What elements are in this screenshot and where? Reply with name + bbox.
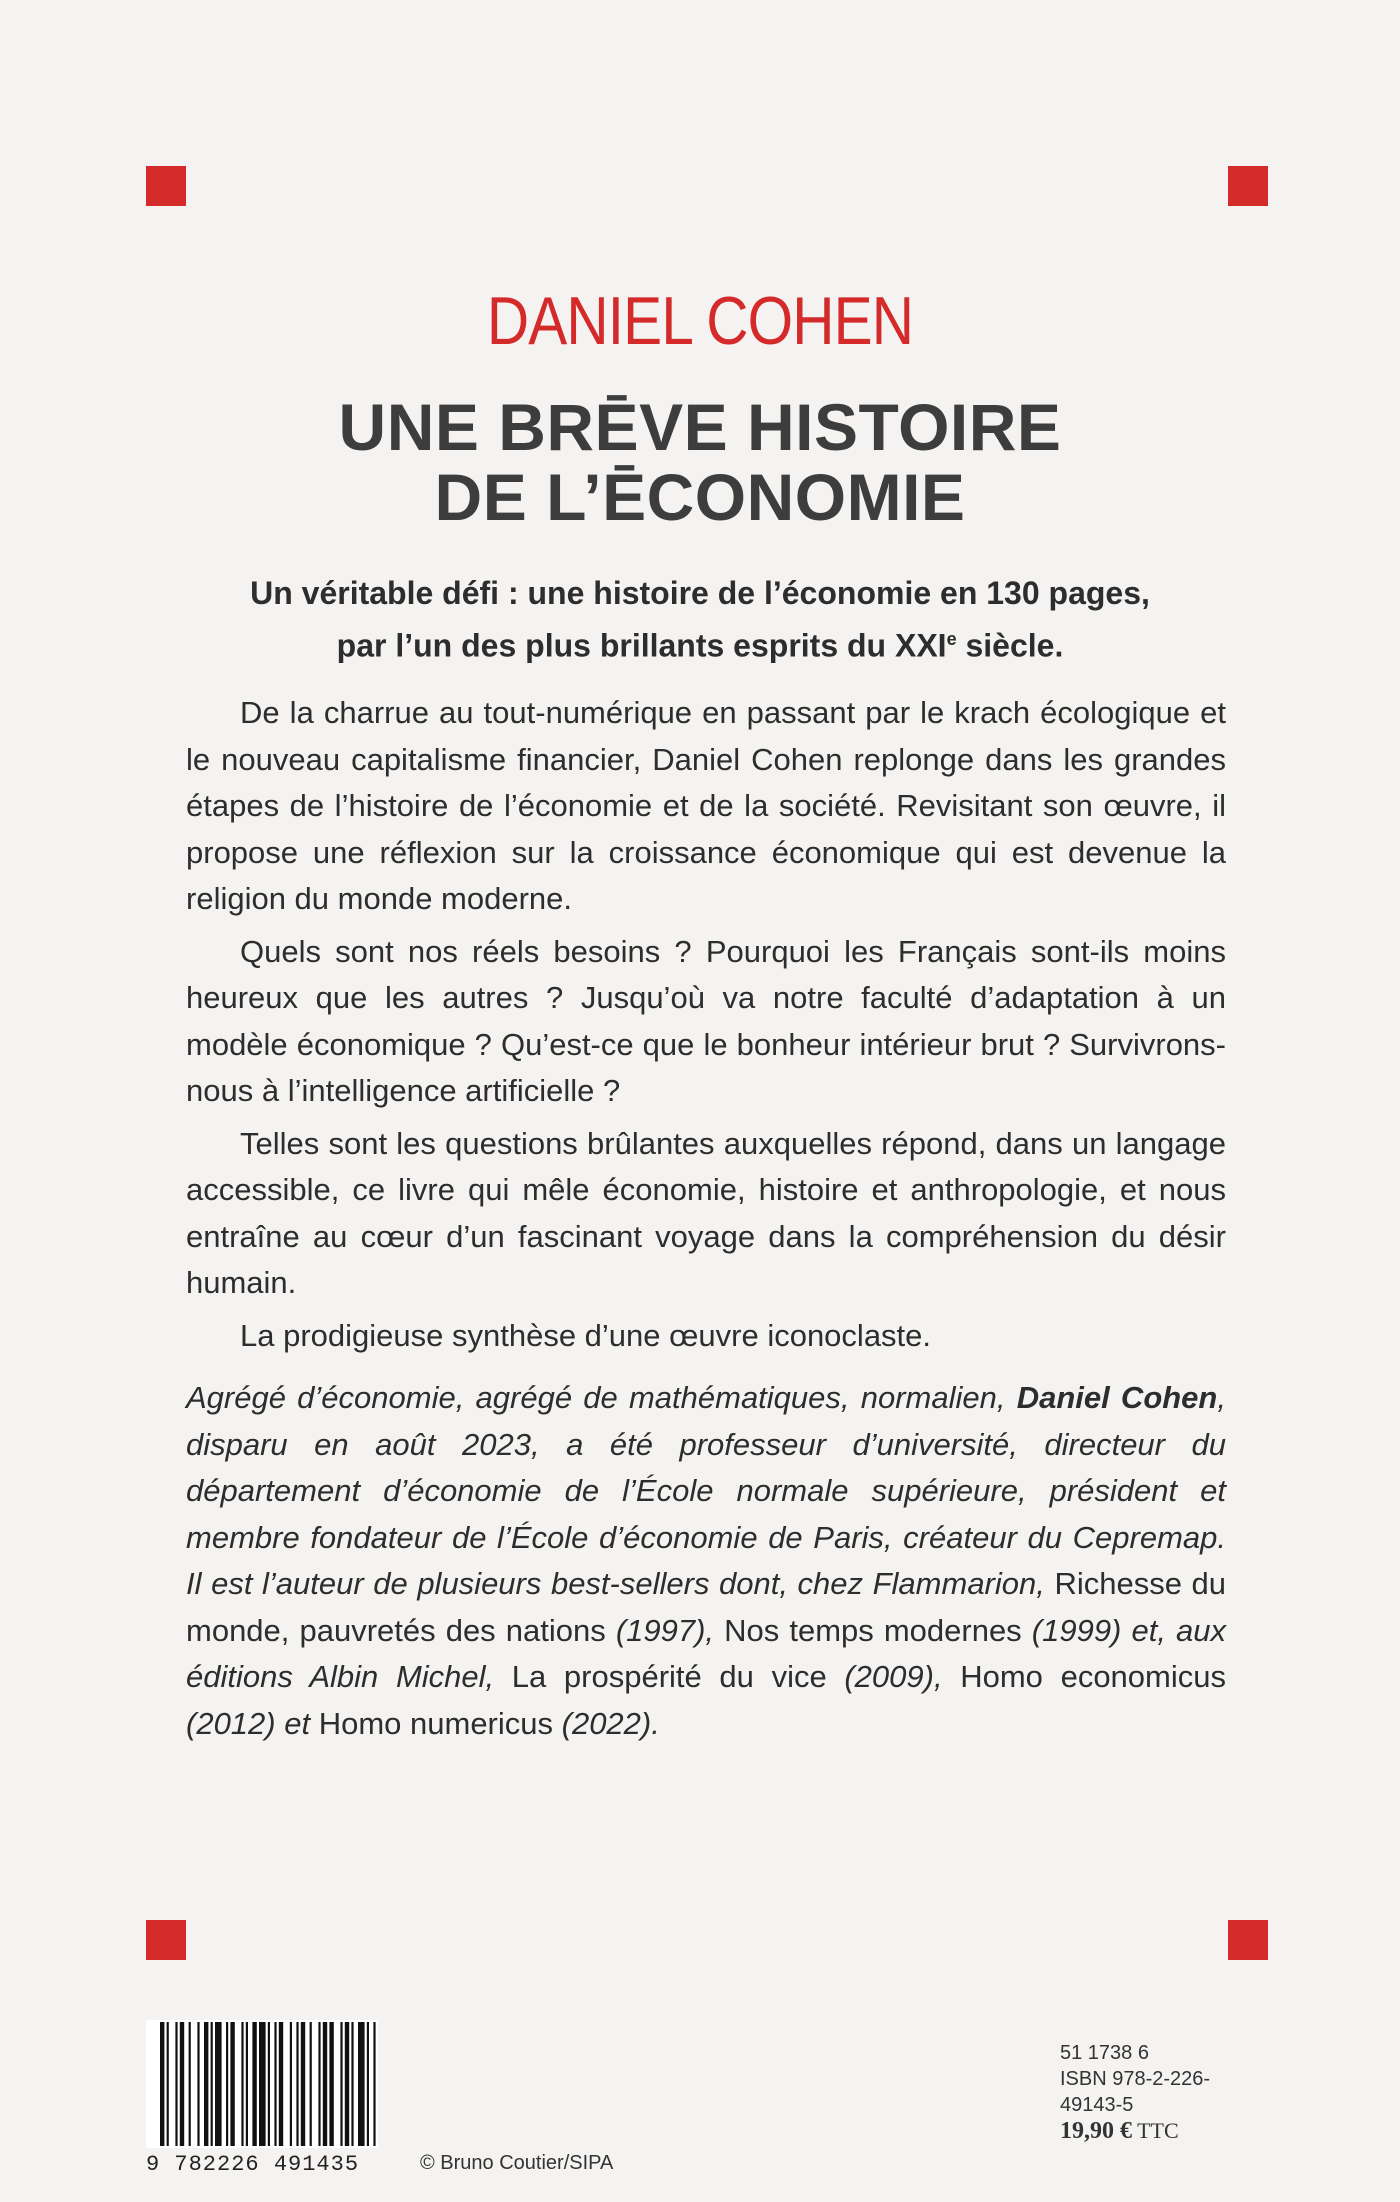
- bio-text-7: (2022).: [553, 1705, 660, 1741]
- price-tax-label: TTC: [1132, 2118, 1179, 2143]
- red-square-top-right: [1228, 166, 1268, 206]
- bio-book-4: Homo economicus: [960, 1659, 1226, 1694]
- blurb: [186, 690, 1226, 1359]
- bio-text-6: (2012) et: [186, 1705, 319, 1741]
- bio-text-1: Agrégé d’économie, agrégé de mathématiques, normalien,: [186, 1380, 1017, 1415]
- barcode-bars-icon: [158, 2022, 384, 2146]
- author-bio: [186, 1375, 1226, 1747]
- red-square-bottom-left: [146, 1920, 186, 1960]
- blurb-paragraph-1: De la charrue au tout-numérique en passant par le krach écologique et le nouveau capitalisme financier, Daniel Cohen replonge dans les grandes étapes de l’histoire de l’économie et de la société. Revisitant son œuvre, il propose une réflexion sur la croissance économique qui est devenue la religion du monde moderne.: [186, 695, 1226, 916]
- red-square-top-left: [146, 166, 186, 206]
- bio-text-4: (1999) et, aux éditions Albin Michel,: [186, 1612, 1226, 1694]
- bio-text-3: (1997),: [605, 1612, 725, 1648]
- title-line-1: UNE BRĒVE HISTOIRE: [338, 390, 1062, 464]
- book-meta: [1060, 2040, 1260, 2145]
- price: 19,90 €: [1060, 2118, 1132, 2144]
- bio-author-name: Daniel Cohen: [1016, 1380, 1218, 1415]
- bio-book-5: Homo numericus: [318, 1705, 554, 1741]
- bio-book-3: La prospérité du vice: [511, 1659, 827, 1694]
- bio-text-5: (2009),: [826, 1659, 961, 1694]
- bio-text-2: , disparu en août 2023, a été professeur d’université, directeur du département d’économie de l’École normale supérieure, président et membre fondateur de l’École d’économie de Paris, créateur du Cepremap. Il est l’auteur de plusieurs best-sellers dont, chez Flammarion,: [186, 1380, 1226, 1601]
- blurb-paragraph-2: Quels sont nos réels besoins ? Pourquoi les Français sont-ils moins heureux que les autres ? Jusqu’où va notre faculté d’adaptation à un modèle économique ? Qu’est-ce que le bonheur intérieur brut ? Survivrons-nous à l’intelligence artificielle ?: [186, 933, 1226, 1108]
- photo-credit: © Bruno Coutier/SIPA: [420, 2152, 614, 2174]
- isbn: ISBN 978-2-226-49143-5: [1060, 2068, 1211, 2116]
- price-line: [1060, 2118, 1260, 2145]
- tagline-line-1: Un véritable défi : une histoire de l’économie en 130 pages,: [250, 575, 1150, 611]
- tagline: [150, 570, 1250, 669]
- product-code: 51 1738 6: [1060, 2042, 1149, 2064]
- blurb-paragraph-4: La prodigieuse synthèse d’une œuvre iconoclaste.: [240, 1317, 932, 1353]
- book-title: [0, 392, 1400, 532]
- author-name: DANIEL COHEN: [486, 283, 914, 359]
- bio-book-2: Nos temps modernes: [724, 1612, 1022, 1648]
- blurb-paragraph-3: Telles sont les questions brûlantes auxquelles répond, dans un langage accessible, ce livre qui mêle économie, histoire et anthropologie, et nous entraîne au cœur d’un fascinant voyage dans la compréhension du désir humain.: [186, 1125, 1226, 1300]
- tagline-superscript: e: [946, 629, 957, 649]
- tagline-line-2-end: siècle.: [956, 627, 1064, 664]
- title-line-2: DE L’ĒCONOMIE: [434, 460, 966, 534]
- tagline-line-2-text: par l’un des plus brillants esprits du XXI: [336, 627, 947, 664]
- barcode-number: 9 782226 491435: [146, 2152, 360, 2177]
- barcode: [146, 2020, 378, 2148]
- red-square-bottom-right: [1228, 1920, 1268, 1960]
- tagline-line-2: [150, 616, 1250, 669]
- bio-book-1: Richesse du monde, pauvretés des nations: [186, 1566, 1227, 1648]
